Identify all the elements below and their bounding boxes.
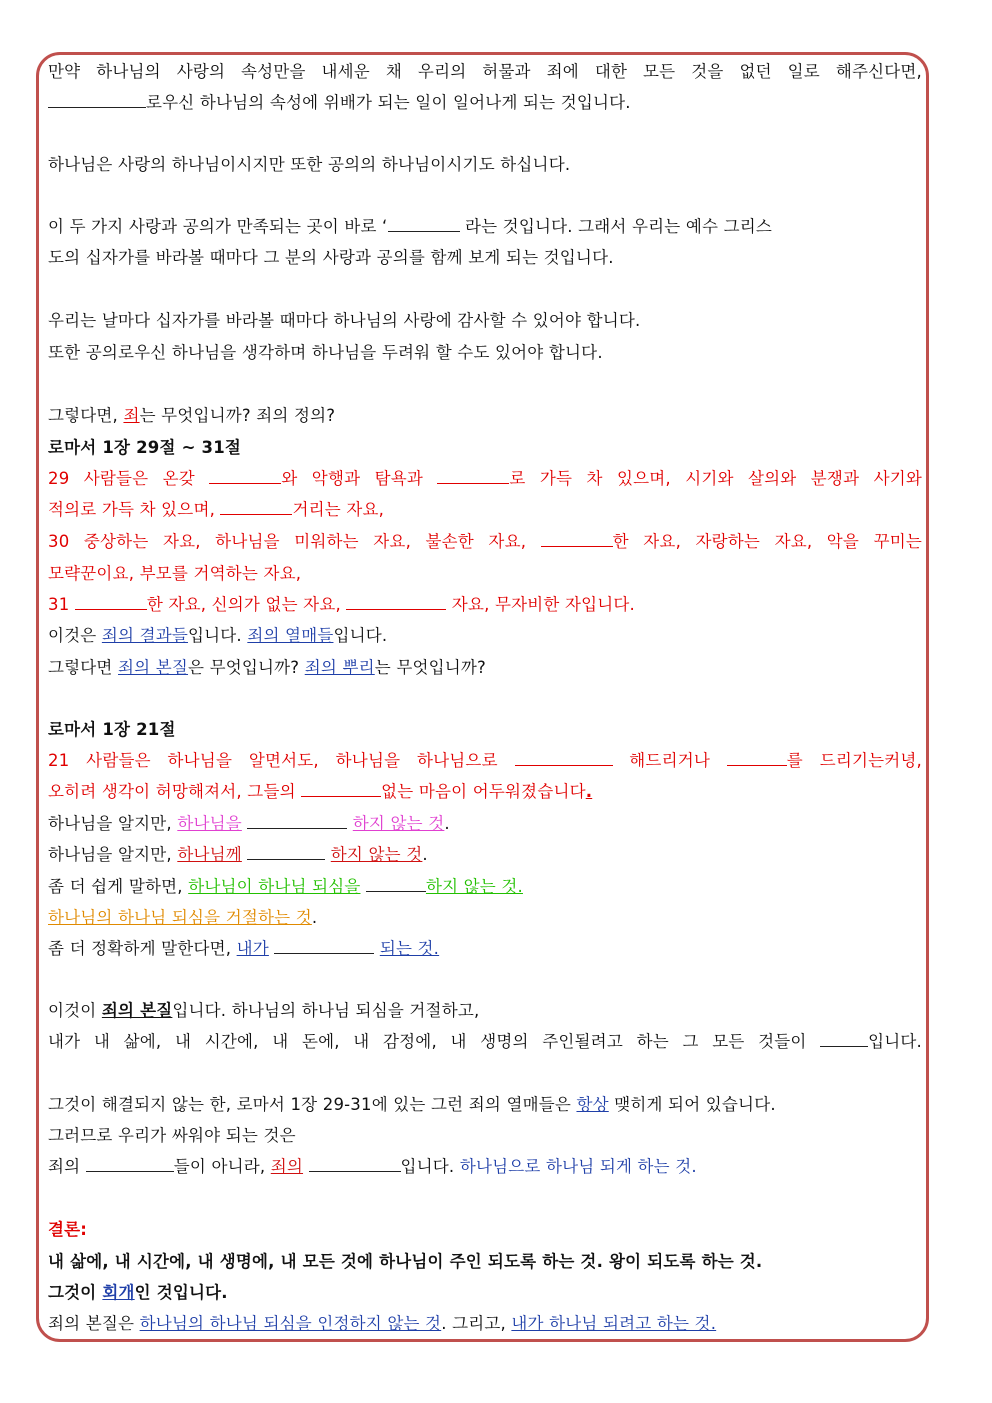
fill-blank	[247, 813, 347, 829]
text: 입니다. 하나님의 하나님 되심을 거절하고,	[172, 1001, 480, 1020]
text: 로 가득 차 있으며, 시기와 살의와 분쟁과 사기와	[509, 469, 922, 488]
paragraph-line	[48, 1094, 922, 1116]
highlight-phrase: 하지 않는 것	[330, 845, 423, 864]
fill-blank	[209, 468, 281, 484]
text: 없는 마음이 어두워졌습니다	[381, 782, 586, 801]
fill-blank	[820, 1031, 868, 1047]
fill-blank	[274, 938, 374, 954]
text: 31	[48, 595, 75, 614]
text: 입니다.	[333, 626, 388, 645]
text: 와 악행과 탐욕과	[281, 469, 438, 488]
fill-blank	[366, 876, 426, 892]
text: 죄의 본질은	[48, 1314, 140, 1333]
text: 는 무엇입니까?	[374, 658, 486, 677]
paragraph-line	[48, 938, 922, 960]
paragraph-line	[48, 92, 922, 114]
text: 그렇다면,	[48, 406, 124, 425]
keyword-root: 죄의 뿌리	[304, 658, 375, 677]
text: .	[311, 908, 318, 927]
text: 도의 십자가를 바라볼 때마다 그 분의 사랑과 공의를 함께 보게 되는 것입니다.	[48, 248, 614, 267]
text: 한 자요, 자랑하는 자요, 악을 꾸미는	[612, 532, 922, 551]
text: 30 중상하는 자요, 하나님을 미워하는 자요, 불손한 자요,	[48, 532, 541, 551]
keyword-always: 항상	[576, 1095, 609, 1114]
text: 라는 것입니다. 그래서 우리는 예수 그리스	[459, 217, 772, 236]
paragraph-line	[48, 625, 922, 647]
text: 거리는 자요,	[292, 500, 385, 519]
highlight-phrase: 하나님으로 하나님 되게 하는 것.	[459, 1157, 697, 1176]
text: .	[585, 782, 593, 801]
keyword-sin: 죄	[123, 406, 140, 425]
text: 입니다.	[188, 626, 248, 645]
text: 모략꾼이요, 부모를 거역하는 자요,	[48, 564, 302, 583]
paragraph-line	[48, 1031, 922, 1053]
text: 들이 아니라,	[173, 1157, 271, 1176]
paragraph-line	[48, 1156, 922, 1178]
paragraph-line	[48, 876, 922, 898]
paragraph-line	[48, 1125, 922, 1147]
text: 입니다.	[400, 1157, 460, 1176]
text: 로마서 1장 29절 ~ 31절	[48, 438, 242, 457]
keyword-results: 죄의 결과들	[101, 626, 189, 645]
text: .	[422, 845, 428, 864]
text: 입니다.	[868, 1032, 922, 1051]
text: 이것은	[48, 626, 102, 645]
fill-blank	[75, 594, 147, 610]
conclusion-heading	[48, 1219, 922, 1241]
highlight-phrase: 하나님께	[177, 845, 242, 864]
text: 를 드리기는커녕,	[786, 751, 922, 770]
fill-blank	[541, 531, 613, 547]
highlight-phrase: 내가 하나님 되려고 하는 것.	[511, 1314, 717, 1333]
highlight-phrase: 하지 않는 것.	[425, 877, 523, 896]
fill-blank	[247, 844, 325, 860]
text: 또한 공의로우신 하나님을 생각하며 하나님을 두려워 할 수도 있어야 합니다.	[48, 343, 603, 362]
text: 로우신 하나님의 속성에 위배가 되는 일이 일어나게 되는 것입니다.	[146, 93, 631, 112]
text: 은 무엇입니까?	[188, 658, 305, 677]
keyword-essence: 죄의 본질	[101, 1001, 173, 1020]
text: 내가 내 삶에, 내 시간에, 내 돈에, 내 감정에, 내 생명의 주인될려고 하는 그 모든 것들이	[48, 1032, 821, 1051]
text: .	[444, 814, 450, 833]
fill-blank	[346, 594, 446, 610]
text: 적의로 가득 차 있으며,	[48, 500, 221, 519]
text: 좀 더 정확하게 말한다면,	[48, 939, 237, 958]
scripture-line	[48, 781, 922, 803]
paragraph-line	[48, 247, 922, 269]
text: 그것이	[48, 1283, 103, 1302]
text: 만약 하나님의 사랑의 속성만을 내세운 채 우리의 허물과 죄에 대한 모든 것을 없던 일로 해주신다면,	[48, 62, 922, 81]
keyword-fruits: 죄의 열매들	[247, 626, 334, 645]
highlight-phrase: 되는 것.	[379, 939, 440, 958]
text: . 그리고,	[441, 1314, 512, 1333]
scripture-line	[48, 563, 922, 585]
highlight-phrase: 하나님의 하나님 되심을 거절하는 것	[48, 908, 312, 927]
paragraph-line	[48, 310, 922, 332]
paragraph-line	[48, 405, 922, 427]
text: 좀 더 쉽게 말하면,	[48, 877, 189, 896]
text: 하나님을 알지만,	[48, 845, 178, 864]
paragraph-line	[48, 1000, 922, 1022]
text: 그렇다면	[48, 658, 119, 677]
text: 하나님을 알지만,	[48, 814, 178, 833]
text: 는 무엇입니까? 죄의 정의?	[139, 406, 336, 425]
paragraph-line	[48, 154, 922, 176]
text: 한 자요, 신의가 없는 자요,	[146, 595, 347, 614]
text: 오히려 생각이 허망해져서, 그들의	[48, 782, 302, 801]
highlight-phrase: 내가	[236, 939, 269, 958]
highlight-phrase: 하나님을	[177, 814, 242, 833]
paragraph-line	[48, 61, 922, 83]
text: 로마서 1장 21절	[48, 720, 176, 739]
paragraph-line	[48, 813, 922, 835]
fill-blank	[48, 92, 146, 108]
paragraph-line	[48, 844, 922, 866]
fill-blank	[437, 468, 509, 484]
keyword-repentance: 회개	[102, 1283, 135, 1302]
text: 해드리거나	[612, 751, 727, 770]
fill-blank	[86, 1156, 174, 1172]
fill-blank	[515, 750, 613, 766]
fill-blank	[309, 1156, 401, 1172]
text: 21 사람들은 하나님을 알면서도, 하나님을 하나님으로	[48, 751, 515, 770]
text: 인 것입니다.	[134, 1283, 228, 1302]
paragraph-line	[48, 342, 922, 364]
text: 하나님은 사랑의 하나님이시지만 또한 공의의 하나님이시기도 하십니다.	[48, 155, 571, 174]
text: 그러므로 우리가 싸워야 되는 것은	[48, 1126, 296, 1145]
text: 이 두 가지 사랑과 공의가 만족되는 곳이 바로 ‘	[48, 217, 388, 236]
text: 죄의	[48, 1157, 86, 1176]
text: 우리는 날마다 십자가를 바라볼 때마다 하나님의 사랑에 감사할 수 있어야 합니다.	[48, 311, 641, 330]
page-border	[36, 52, 929, 1342]
text: 결론:	[48, 1220, 88, 1239]
text: 내 삶에, 내 시간에, 내 생명에, 내 모든 것에 하나님이 주인 되도록 하는 것. 왕이 되도록 하는 것.	[48, 1252, 763, 1271]
text: 그것이 해결되지 않는 한, 로마서 1장 29-31에 있는 그런 죄의 열매들은	[48, 1095, 577, 1114]
fill-blank	[220, 499, 292, 515]
highlight-phrase: 하나님의 하나님 되심을 인정하지 않는 것	[139, 1314, 442, 1333]
highlight-phrase: 하나님이 하나님 되심을	[188, 877, 361, 896]
paragraph-line	[48, 907, 922, 929]
scripture-line	[48, 750, 922, 772]
paragraph-line	[48, 657, 922, 679]
text: 자요, 무자비한 자입니다.	[446, 595, 635, 614]
scripture-line	[48, 531, 922, 553]
text: 맺히게 되어 있습니다.	[608, 1095, 776, 1114]
fill-blank	[301, 781, 381, 797]
highlight-phrase: 하지 않는 것	[352, 814, 445, 833]
text: 이것이	[48, 1001, 102, 1020]
scripture-line	[48, 499, 922, 521]
fill-blank	[727, 750, 787, 766]
scripture-line	[48, 468, 922, 490]
fill-blank	[388, 216, 460, 232]
scripture-line	[48, 594, 922, 616]
scripture-heading	[48, 719, 922, 741]
conclusion-line	[48, 1313, 922, 1335]
keyword-essence: 죄의 본질	[118, 658, 189, 677]
scripture-heading	[48, 437, 922, 459]
highlight-phrase: 죄의	[270, 1157, 304, 1176]
conclusion-line	[48, 1282, 922, 1304]
paragraph-line	[48, 216, 922, 238]
text: 29 사람들은 온갖	[48, 469, 210, 488]
conclusion-line	[48, 1251, 922, 1273]
